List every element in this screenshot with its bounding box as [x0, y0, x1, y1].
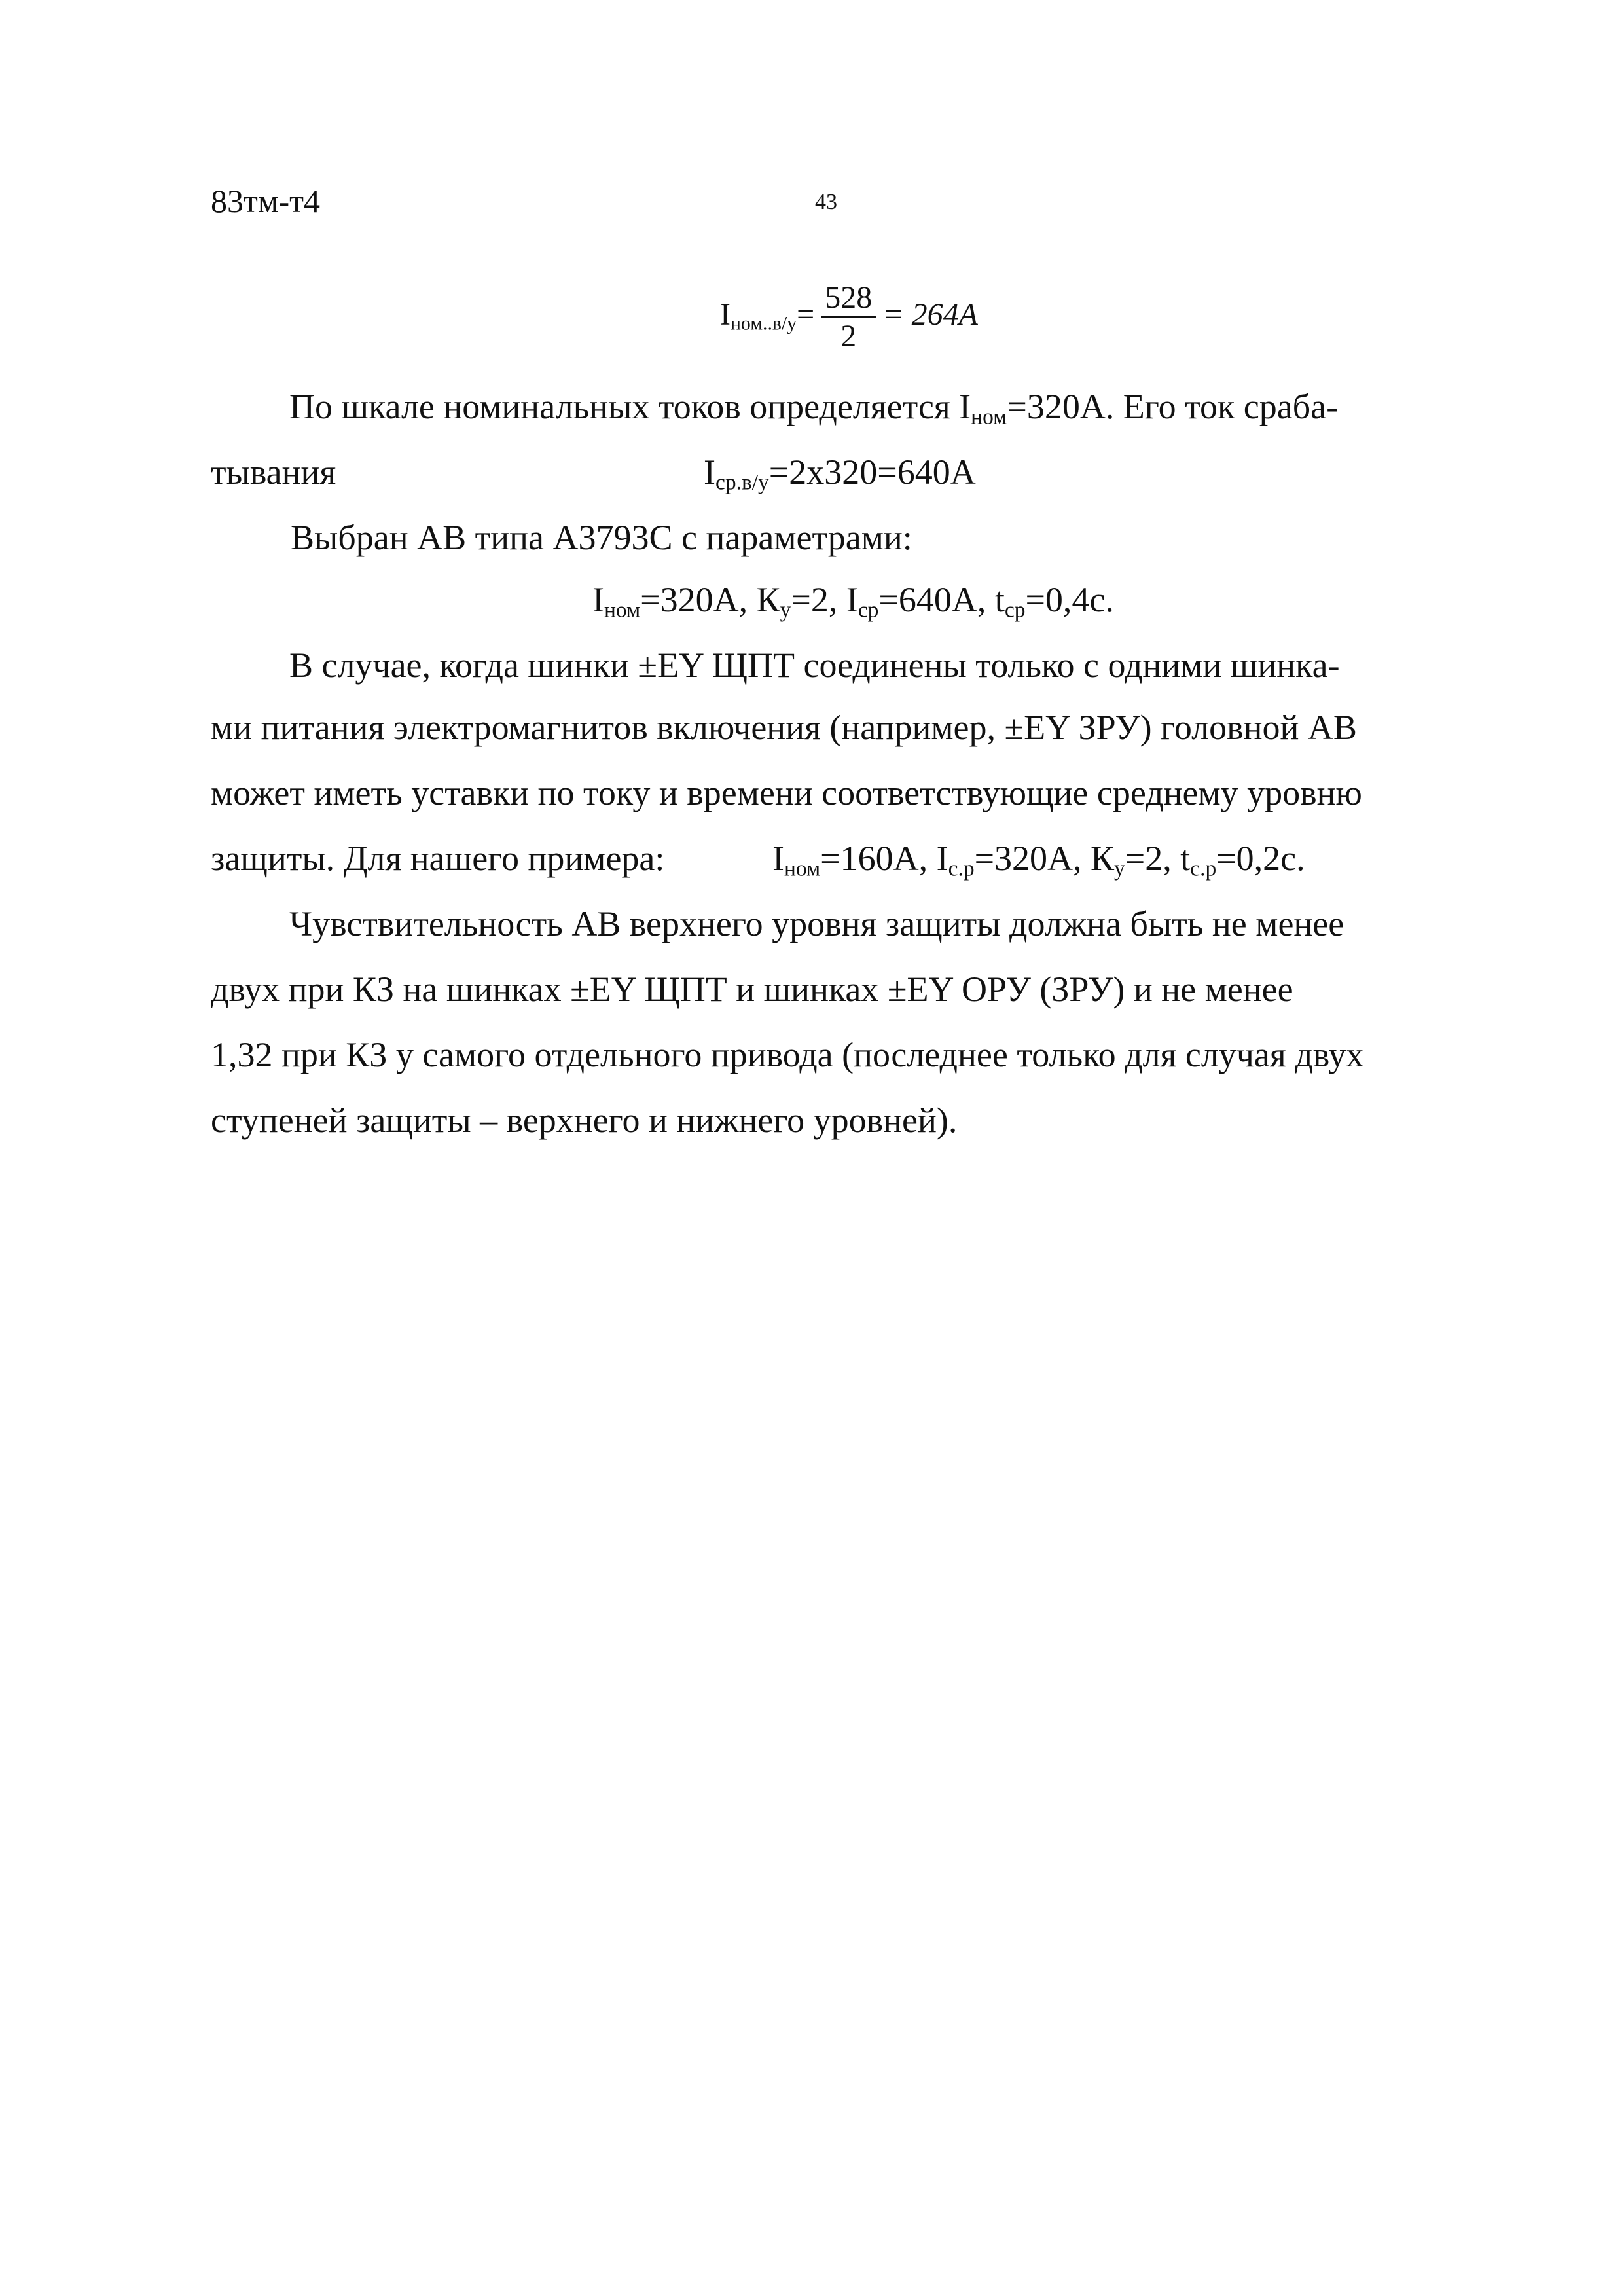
- para2-text: Выбран АВ типа А3793С с параметрами:: [291, 518, 912, 557]
- fraction-numerator: 528: [821, 282, 876, 318]
- para1-line1: [211, 386, 1428, 427]
- formula-eq: =: [797, 297, 815, 332]
- para4-line4: ступеней защиты – верхнего и нижнего уровней).: [211, 1101, 958, 1140]
- formula-lhs: $I_{ном..в/у}$: [720, 297, 797, 335]
- page-number: 43: [815, 190, 837, 214]
- formula-fraction: [821, 282, 876, 354]
- para4-line1: Чувствительность АВ верхнего уровня защиты должна быть не менее: [289, 904, 1344, 943]
- formula-rhs: = 264А: [882, 297, 978, 332]
- para3-line3: может иметь уставки по току и времени соответствующие среднему уровню: [211, 773, 1362, 812]
- para4-line2: двух при КЗ на шинках ±EY ЩПТ и шинках ±EY ОРУ (ЗРУ) и не менее: [211, 970, 1293, 1009]
- para3-line4-formula: $I_{ном}=160А$, $I_{с.р}=320А$, $К_у=2$, $t_{с.р}=0,2с$.: [772, 839, 1305, 881]
- document-code: 83тм-т4: [211, 183, 320, 219]
- para1-line2-formula: $I_{ср.в/у}=2х320=640А$: [704, 452, 976, 495]
- para3-line4-text: защиты. Для нашего примера:: [211, 839, 665, 878]
- para1-line2-word: тывания: [211, 452, 336, 492]
- formula-nominal-current: [720, 282, 978, 354]
- breaker-parameters: $I_{ном}=320А$, $К_у=2$, $I_{ср}=640А$, $t_{ср}=0,4с$.: [592, 580, 1114, 623]
- para3-line1: В случае, когда шинки ±EY ЩПТ соединены только с одними шинка-: [289, 646, 1340, 685]
- para1-line1-content: По шкале номинальных токов определяется $I_{ном}=320А$. Его ток сраба-: [289, 387, 1339, 429]
- para4-line3: 1,32 при КЗ у самого отдельного привода (последнее только для случая двух: [211, 1035, 1364, 1074]
- fraction-denominator: 2: [840, 319, 857, 354]
- para3-line2: ми питания электромагнитов включения (например, ±EY ЗРУ) головной АВ: [211, 708, 1357, 747]
